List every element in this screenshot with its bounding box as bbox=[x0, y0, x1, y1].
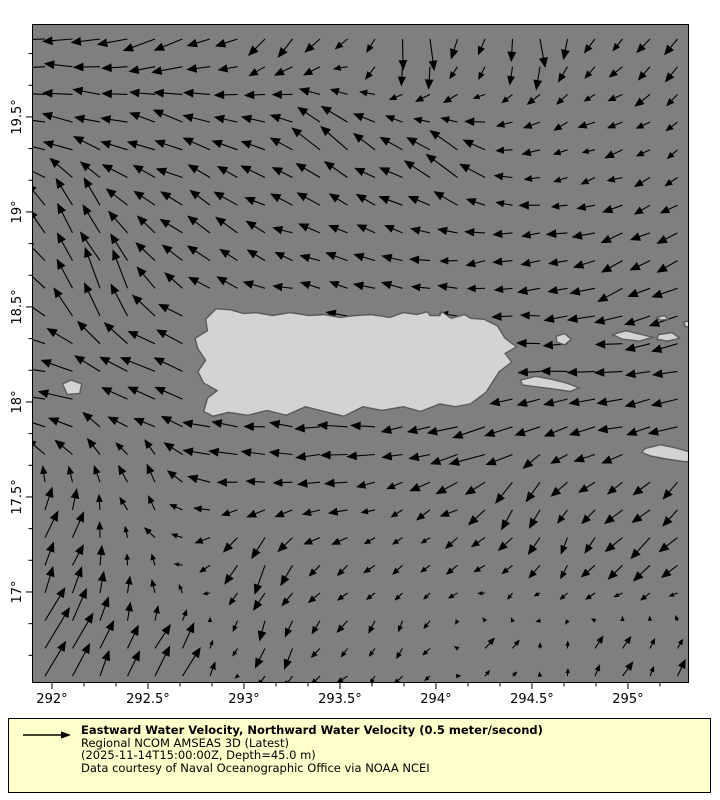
legend-credit-line: Data courtesy of Naval Oceanographic Office via NOAA NCEI bbox=[81, 760, 430, 775]
x-tick-label: 292° bbox=[36, 692, 68, 707]
x-tick-label: 295° bbox=[612, 692, 644, 707]
x-tick-label: 293.5° bbox=[318, 692, 362, 707]
legend-time-depth-line: (2025-11-14T15:00:00Z, Depth=45.0 m) bbox=[81, 748, 316, 763]
x-tick-label: 293° bbox=[228, 692, 260, 707]
island-puerto-rico bbox=[195, 309, 517, 416]
legend-title: Eastward Water Velocity, Northward Water Velocity (0.5 meter/second) bbox=[81, 723, 543, 737]
x-tick-label: 294.5° bbox=[510, 692, 554, 707]
reference-arrow-icon bbox=[21, 728, 75, 742]
y-tick-label: 19.5° bbox=[10, 99, 25, 135]
map-plot-area bbox=[3, 24, 701, 687]
x-tick-label: 292.5° bbox=[126, 692, 170, 707]
legend-text-block bbox=[81, 724, 704, 774]
legend-model-line: Regional NCOM AMSEAS 3D (Latest) bbox=[81, 735, 290, 750]
y-tick-label: 17° bbox=[10, 580, 25, 604]
y-tick-label: 19° bbox=[10, 200, 25, 224]
y-tick-label: 18.5° bbox=[10, 289, 25, 325]
x-tick-label: 294° bbox=[420, 692, 452, 707]
y-tick-label: 17.5° bbox=[10, 479, 25, 515]
y-tick-label: 18° bbox=[10, 390, 25, 414]
legend-box bbox=[8, 718, 711, 793]
